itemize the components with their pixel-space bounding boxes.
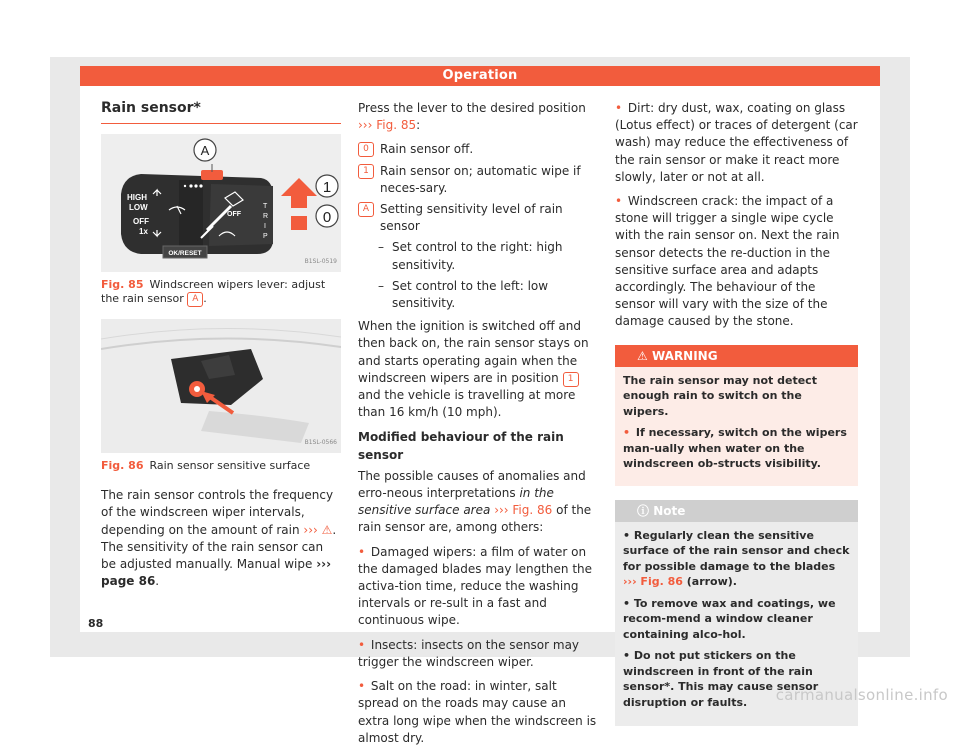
warning-text: The rain sensor may not detect enough rain to switch on the wipers. (623, 373, 817, 418)
label-r: R (263, 213, 269, 221)
italic-text: in the sensitive surface area (358, 486, 554, 518)
figure-ref-link[interactable]: ››› Fig. 86 (494, 503, 553, 518)
position-badge: A (187, 292, 203, 307)
subheading: Modified behaviour of the rain sensor (358, 430, 564, 462)
bullet-icon: • (623, 528, 631, 542)
label-low: LOW (129, 203, 148, 213)
text: Damaged wipers: a film of water on the damaged blades may lengthen the activa-tion time, reduce the washing intervals or re-sult in a fast and continuous wipe. (358, 544, 593, 628)
text: If necessary, switch on the wipers man-ually when water on the windscreen ob-structs visibility. (623, 426, 847, 471)
text: The possible causes of anomalies and erro-neous interpretations (358, 468, 586, 501)
warning-body (615, 367, 858, 486)
text: of the rain sensor are, among others: (358, 503, 592, 535)
position-badge: 0 (358, 142, 374, 157)
label-p: P (263, 233, 268, 241)
bullet-item (615, 100, 858, 186)
text: To remove wax and coatings, we recom-mend a window cleaner containing alco-hol. (623, 596, 836, 641)
bullet-item (358, 637, 599, 671)
bullet-item (358, 544, 599, 630)
text: Regularly clean the sensitive surface of the rain sensor and check for possible damage to the blades (623, 528, 850, 573)
caption-text: Rain sensor sensitive surface (149, 459, 311, 473)
text: Press the lever to the desired position (358, 101, 586, 115)
warning-icon: ⚠ (321, 522, 333, 537)
watermark: carmanualsonline.info (775, 686, 948, 704)
note-bullet (623, 596, 850, 643)
label-off2: OFF (227, 211, 241, 219)
text: . (155, 574, 160, 589)
text: The rain sensor controls the frequency of the windscreen wiper intervals, depending on the amount of rain (101, 488, 334, 537)
text: Salt on the road: in winter, salt spread on the roads may cause an extra long wipe when the windscreen is almost dry. (358, 679, 597, 745)
figure-ref-code: B1SL-0519 (304, 258, 337, 265)
wiper-lever-illustration (101, 134, 341, 272)
bullet-icon: • (623, 649, 631, 663)
note-title: Note (653, 503, 686, 518)
bullet-icon: • (623, 596, 631, 610)
bullet-item (615, 193, 858, 331)
bullet-icon: • (358, 679, 366, 694)
label-t: T (263, 203, 268, 211)
warning-box (615, 345, 858, 486)
text: . The sensitivity of the rain sensor can be adjusted manually. Manual wipe (101, 522, 337, 572)
figure-number: Fig. 85 (101, 278, 144, 292)
figure-86-caption (101, 453, 341, 473)
dash-item: – Set control to the right: high sensitivity. (358, 239, 599, 273)
bullet-icon: • (615, 101, 623, 115)
warning-bullet (623, 425, 850, 472)
label-a: A (200, 143, 210, 159)
column-2 (358, 100, 599, 754)
section-title: Rain sensor* (101, 100, 341, 124)
text: Insects: insects on the sensor may trigger the windscreen wiper. (358, 637, 580, 669)
position-0 (358, 141, 599, 158)
text: and the vehicle is travelling at more than 16 km/h (10 mph). (358, 388, 576, 420)
warning-title: WARNING (651, 348, 718, 363)
page-ref-link[interactable]: ››› page 86 (101, 557, 332, 589)
label-i: I (264, 223, 266, 231)
intro-paragraph (101, 487, 341, 590)
cross-ref-arrow[interactable]: ››› (303, 522, 318, 537)
page-number: 88 (88, 617, 104, 630)
figure-ref-code: B1SL-0566 (304, 439, 337, 446)
bullet-icon: • (623, 426, 631, 440)
text: Do not put stickers on the windscreen in front of the rain sensor*. This may cause sensor disruption or faults. (623, 649, 819, 709)
bullet-icon: • (358, 544, 366, 559)
ignition-paragraph (358, 318, 599, 421)
figure-86 (101, 319, 341, 453)
label-one: 1 (322, 179, 332, 197)
label-okreset: OK/RESET (168, 250, 202, 258)
dash-item: – Set control to the left: low sensitivity. (358, 278, 599, 312)
info-icon: ⓘ (637, 503, 650, 518)
caption-end: . (203, 292, 207, 306)
text: Dirt: dry dust, wax, coating on glass (Lotus effect) or traces of detergent (car wash) may reduce the effectiveness of the rain sensor or make it react more slowly, later or not at all. (615, 101, 858, 184)
warning-icon: ⚠ (637, 348, 648, 363)
position-badge: 1 (358, 164, 374, 179)
chapter-header: Operation (80, 66, 880, 86)
figure-85-caption (101, 272, 341, 307)
note-header (615, 500, 858, 522)
figure-ref-link[interactable]: ››› Fig. 85 (358, 118, 417, 133)
positions-intro (358, 100, 599, 134)
label-1x: 1x (139, 227, 148, 237)
label-zero: 0 (322, 209, 332, 227)
causes-paragraph (358, 468, 599, 537)
bullet-item (358, 678, 599, 747)
label-high: HIGH (127, 193, 147, 203)
label-off: OFF (133, 217, 149, 227)
warning-header (615, 345, 858, 367)
column-1 (101, 100, 341, 597)
position-badge: 1 (563, 372, 579, 387)
position-a (358, 201, 599, 235)
text: : (416, 118, 421, 133)
note-bullet (623, 528, 850, 590)
text: When the ignition is switched off and then back on, the rain sensor stays on and starts operating again when the windscreen wipers are in position (358, 319, 589, 385)
position-1 (358, 163, 599, 197)
text: Rain sensor on; automatic wipe if neces-sary. (380, 163, 581, 195)
figure-number: Fig. 86 (101, 459, 144, 473)
text: (arrow). (686, 575, 737, 589)
bullet-icon: • (358, 637, 366, 652)
bullet-icon: • (615, 194, 623, 209)
text: Rain sensor off. (380, 142, 474, 157)
caption-text: Windscreen wipers lever: adjust the rain sensor (101, 278, 326, 306)
figure-ref-link[interactable]: ››› Fig. 86 (623, 575, 683, 589)
position-badge: A (358, 202, 374, 217)
figure-85 (101, 134, 341, 272)
column-3 (615, 100, 858, 726)
text: Windscreen crack: the impact of a stone will trigger a single wipe cycle with the rain sensor on. Next the rain sensor detects the re-duction in the sensitive surface area and adapts accordingly. The behaviour of the sensor will vary with the size of the damage caused by the stone. (615, 194, 840, 329)
text: Setting sensitivity level of rain sensor (380, 202, 563, 234)
